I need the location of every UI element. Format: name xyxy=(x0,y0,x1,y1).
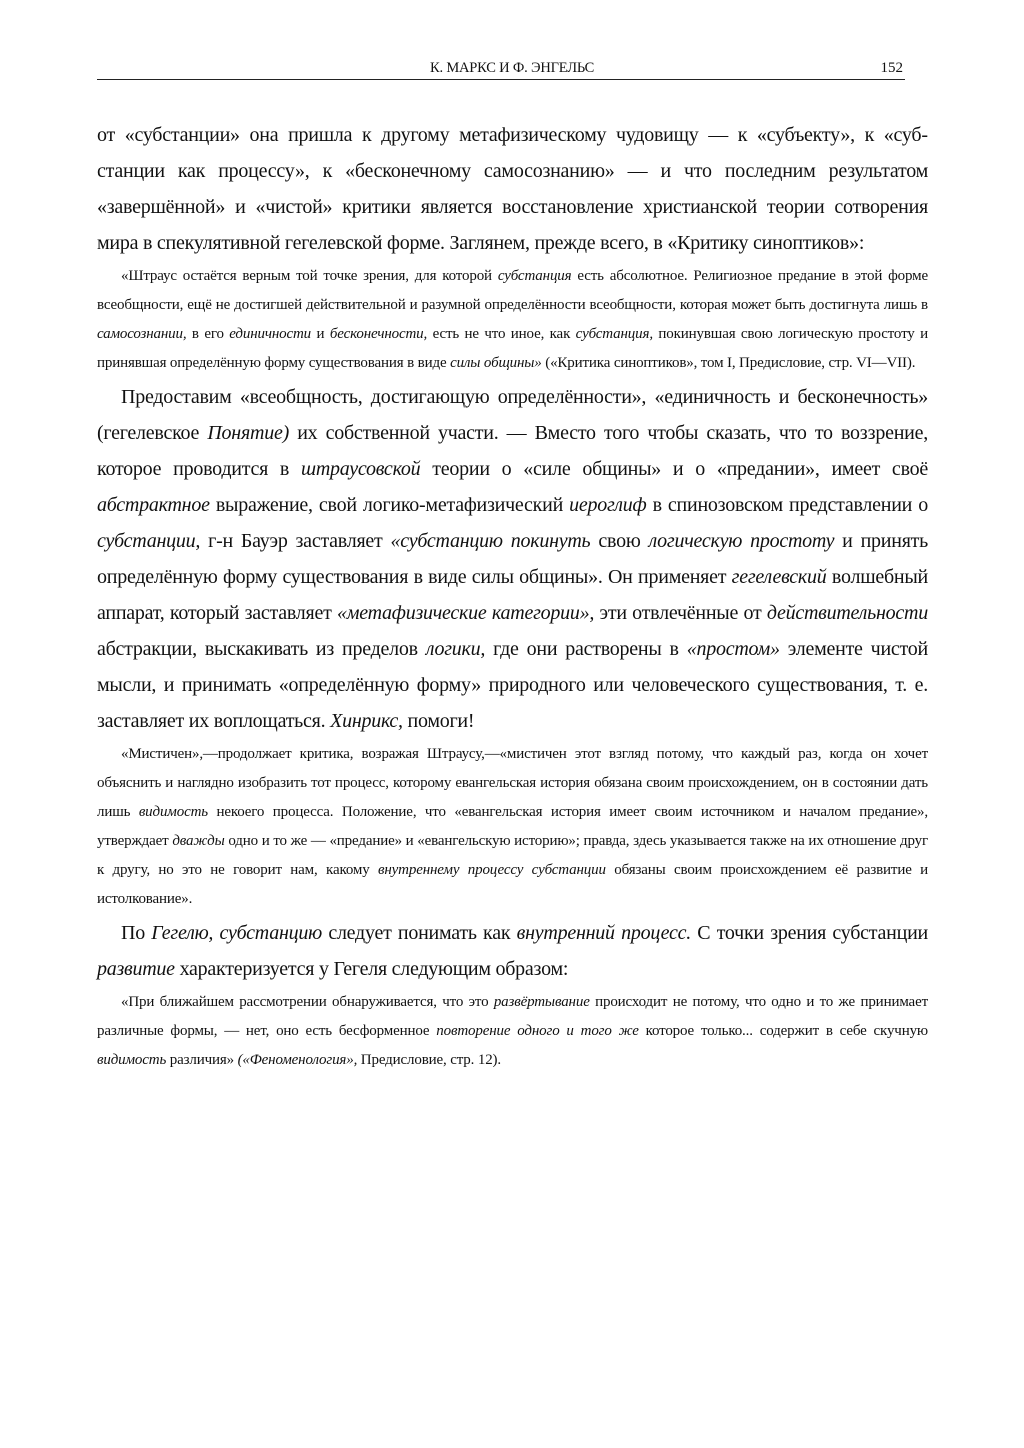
emphasis-text: внутреннему процессу субстанции xyxy=(378,862,606,878)
emphasis-text: абстрактное xyxy=(97,494,210,516)
text-run: помоги! xyxy=(402,710,475,732)
header-title: К. МАРКС И Ф. ЭНГЕЛЬС xyxy=(430,60,595,76)
emphasis-text: действительности xyxy=(766,602,928,624)
emphasis-text: субстанция, xyxy=(575,326,653,342)
emphasis-text: видимость xyxy=(138,804,208,820)
emphasis-text: гегелевский xyxy=(731,566,827,588)
emphasis-text: Хинрикс, xyxy=(330,710,403,732)
text-run: («Критика синоптиков», том I, Предисловие, стр. VI—VII). xyxy=(541,355,916,371)
text-run: от «субстанции» она пришла к другому метафизическому чудовищу — к «субъекту», к «субстанции как процессу», к «бесконечному самосознанию» — и что последним результатом «завершённой» и «чистой» критики является восстановление христианской теории сотворения мира в спекулятивной гегелевской форме. Заглянем, прежде всего, в «Критику синоптиков»: xyxy=(97,124,928,254)
emphasis-text: Понятие) xyxy=(207,422,290,444)
emphasis-text: повторение одного и того же xyxy=(436,1023,639,1039)
quote-critique xyxy=(97,740,928,914)
emphasis-text: дважды xyxy=(172,833,225,849)
emphasis-text: самосознании, xyxy=(97,326,187,342)
text-run: абстракции, выскакивать из пределов xyxy=(97,638,426,660)
text-run: Предисловие, стр. 12). xyxy=(357,1052,502,1068)
emphasis-text: иероглиф xyxy=(569,494,647,516)
emphasis-text: бесконечности, xyxy=(329,326,428,342)
text-run: г-н Бауэр заставляет xyxy=(200,530,391,552)
text-run: теории о «силе общины» и о «предании», имеет своё xyxy=(420,458,928,480)
page-body xyxy=(97,117,928,1075)
emphasis-text: «простом» xyxy=(686,638,780,660)
emphasis-text: развёртывание xyxy=(493,994,590,1010)
emphasis-text: единичности xyxy=(229,326,312,342)
text-run: «Мистичен»,—продолжает критика, возражая Штраусу,—«мистичен этот взгляд потому, что каждый раз, когда он хочет объяснить и наглядно изобразить тот процесс, которому евангельская история обязана своим происхождением, он в состоянии дать лишь xyxy=(97,746,928,820)
text-run: некоего процесса. Положение, что «евангельская история имеет своим источником и началом предание», утверждает xyxy=(97,804,928,849)
text-run: и xyxy=(311,326,330,342)
text-run: выражение, свой логико-метафизический xyxy=(209,494,570,516)
text-run: где они растворены в xyxy=(485,638,687,660)
running-header xyxy=(97,60,905,80)
text-run: следует понимать как xyxy=(322,922,517,944)
paragraph-3 xyxy=(97,915,928,987)
text-run: в спинозовском представлении о xyxy=(646,494,928,516)
page-number: 152 xyxy=(880,60,903,76)
emphasis-text: логики, xyxy=(425,638,486,660)
text-run: происходит не потому, что одно и то же принимает различные формы, — нет, оно есть бесформенное xyxy=(97,994,928,1039)
text-run: различия» xyxy=(166,1052,238,1068)
text-run: С точки зрения субстанции xyxy=(690,922,928,944)
text-run: элементе чистой мысли, и принимать «определённую форму» природного или человеческого существования, т. е. заставляет их воплощаться. xyxy=(97,638,928,732)
text-run: Предоставим «всеобщность, достигающую определённости», «единичность и бесконечность» (гегелевское xyxy=(97,386,928,444)
emphasis-text: «метафизические категории», xyxy=(336,602,595,624)
text-run: которое только... содержит в себе скучную xyxy=(638,1023,928,1039)
emphasis-text: («Феноменология», xyxy=(237,1052,358,1068)
emphasis-text: Гегелю, субстанцию xyxy=(151,922,322,944)
text-run: характеризуется у Гегеля следующим образом: xyxy=(174,958,569,980)
emphasis-text: видимость xyxy=(97,1052,167,1068)
paragraph-2 xyxy=(97,379,928,739)
text-run: и принять определённую форму существования в виде силы общины». Он применяет xyxy=(97,530,929,588)
emphasis-text: внутренний процесс. xyxy=(516,922,691,944)
text-run: волшебный аппарат, который заставляет xyxy=(97,566,928,624)
emphasis-text: развитие xyxy=(97,958,175,980)
text-run: свою xyxy=(590,530,649,552)
text-run: есть не что иное, как xyxy=(427,326,576,342)
emphasis-text: субстанции, xyxy=(97,530,201,552)
emphasis-text: «субстанцию покинуть xyxy=(390,530,591,552)
quote-strauss xyxy=(97,262,928,378)
text-run: По xyxy=(121,922,152,944)
text-run: их собственной участи. — Вместо того чтобы сказать, что то воззрение, которое проводится в xyxy=(97,422,928,480)
text-run: одно и то же — «предание» и «евангельскую историю»; правда, здесь указывается также на их отношение друг к другу, но это не говорит нам, какому xyxy=(97,833,928,878)
emphasis-text: логическую простоту xyxy=(648,530,835,552)
text-run: эти отвлечённые от xyxy=(594,602,767,624)
quote-hegel xyxy=(97,988,928,1075)
emphasis-text: субстанция xyxy=(497,268,572,284)
text-run: покинувшая свою логическую простоту и принявшая определённую форму существования в виде xyxy=(97,326,928,371)
text-run: обязаны своим происхождением её развитие и истолкование». xyxy=(97,862,928,907)
emphasis-text: силы общины» xyxy=(450,355,542,371)
emphasis-text: штраусовской xyxy=(300,458,421,480)
text-run: «Штраус остаётся верным той точке зрения, для которой xyxy=(121,268,498,284)
text-run: в его xyxy=(186,326,230,342)
paragraph-1 xyxy=(97,117,928,261)
text-run: есть абсолютное. Религиозное предание в этой форме всеобщности, ещё не достигшей действительной и разумной определённости всеобщности, которая может быть достигнута лишь в xyxy=(97,268,928,313)
text-run: «При ближайшем рассмотрении обнаруживается, что это xyxy=(121,994,494,1010)
